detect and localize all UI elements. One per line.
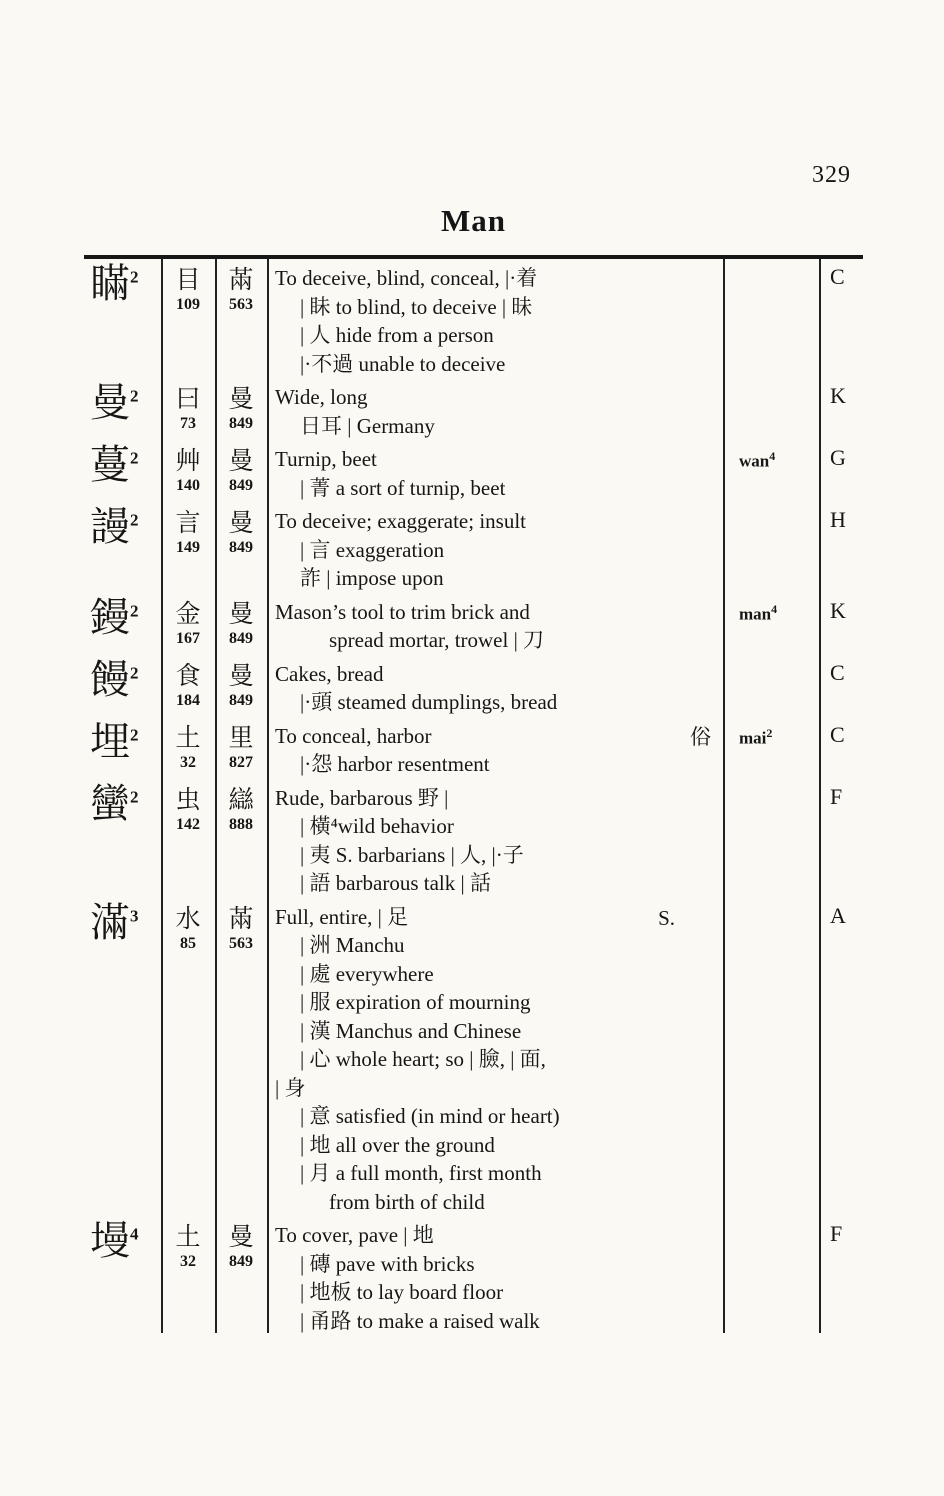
definition-line: To deceive, blind, conceal, |·着: [275, 266, 538, 290]
headword: 埋: [90, 718, 130, 764]
headword: 滿: [90, 899, 130, 945]
pronunciation-cell: [723, 1219, 819, 1338]
phonetic-cell: [215, 1219, 267, 1338]
radical-character: 言: [175, 510, 201, 537]
radical-cell: [161, 505, 215, 596]
phonetic-number: 849: [229, 629, 253, 647]
phonetic-number: 849: [229, 539, 253, 556]
grade-letter: H: [830, 507, 846, 532]
radical-number: 184: [176, 691, 200, 709]
definition-cell: [267, 1219, 723, 1338]
radical-cell: [161, 262, 215, 381]
definition-cell: [267, 596, 723, 658]
radical-number: 32: [180, 753, 196, 771]
headword-cell: [84, 381, 161, 443]
definition-line: | 漢 Manchus and Chinese: [300, 1018, 522, 1043]
page-number: 329: [812, 162, 851, 188]
phonetic-character: 曼: [228, 510, 254, 537]
definition-line: | 眛 to blind, to deceive | 昧: [300, 294, 533, 319]
grade-cell: [819, 505, 863, 596]
headword-tone-number: 3: [130, 906, 139, 926]
grade-letter: C: [830, 264, 845, 289]
radical-number: 109: [176, 296, 200, 313]
headword-tone-number: 2: [130, 510, 139, 530]
definition-line: | 夷 S. barbarians | 人, |·子: [300, 842, 524, 867]
headword: 蔓: [90, 442, 130, 487]
phonetic-number: 849: [229, 477, 253, 494]
headword-cell: [84, 720, 161, 782]
radical-cell: [161, 596, 215, 658]
headword-tone-number: 2: [130, 386, 139, 406]
headword-cell: [84, 1219, 161, 1338]
pronunciation-cell: [723, 782, 819, 901]
phonetic-character: 㒼: [228, 905, 254, 933]
radical-number: 149: [176, 539, 200, 556]
pronunciation-tone: 2: [766, 725, 773, 740]
phonetic-character: 曼: [228, 448, 254, 475]
phonetic-character: 䜌: [228, 786, 254, 814]
phonetic-character: 里: [228, 724, 254, 752]
headword-tone-number: 2: [130, 601, 139, 621]
usage-note: 俗: [690, 724, 711, 749]
radical-character: 水: [175, 905, 201, 933]
pronunciation-cell: [723, 262, 819, 381]
pronunciation-cell: [723, 658, 819, 720]
definition-line: | 月 a full month, first month: [300, 1161, 542, 1185]
definition-line: Cakes, bread: [275, 661, 384, 686]
pronunciation-cell: [723, 381, 819, 443]
dictionary-table: [84, 262, 863, 1338]
definition-cell: [267, 443, 723, 505]
definition-line: | 磚 pave with bricks: [300, 1251, 475, 1276]
headword-tone-number: 2: [130, 448, 139, 468]
headword-cell: [84, 658, 161, 720]
headword-tone-number: 4: [130, 1224, 139, 1244]
phonetic-number: 827: [229, 753, 253, 771]
definition-line: | 地板 to lay board floor: [300, 1280, 504, 1304]
grade-cell: [819, 596, 863, 658]
radical-cell: [161, 443, 215, 505]
phonetic-character: 曼: [228, 386, 254, 413]
grade-cell: [819, 901, 863, 1220]
phonetic-character: 㒼: [228, 267, 254, 294]
title-rule: [84, 255, 863, 259]
radical-cell: [161, 901, 215, 1220]
radical-character: 曰: [175, 386, 201, 413]
definition-line: |·頭 steamed dumplings, bread: [300, 690, 558, 714]
phonetic-number: 888: [229, 815, 253, 833]
phonetic-character: 曼: [228, 1224, 254, 1251]
pronunciation-cell: [723, 720, 819, 782]
definition-line: Full, entire, | 足: [275, 904, 409, 929]
phonetic-number: 849: [229, 691, 253, 709]
definition-line: |·怨 harbor resentment: [300, 752, 490, 776]
radical-cell: [161, 381, 215, 443]
grade-letter: G: [830, 445, 846, 470]
headword: 曼: [90, 380, 130, 425]
pronunciation-tone: 4: [771, 601, 778, 616]
phonetic-cell: [215, 782, 267, 901]
phonetic-cell: [215, 720, 267, 782]
radical-number: 85: [180, 934, 196, 952]
phonetic-cell: [215, 505, 267, 596]
grade-letter: C: [830, 721, 845, 747]
section-title: Man: [441, 203, 506, 238]
definition-cell: [267, 720, 723, 782]
radical-number: 167: [176, 629, 200, 647]
definition-line: | 菁 a sort of turnip, beet: [300, 475, 506, 500]
grade-letter: K: [830, 383, 846, 408]
radical-character: 食: [175, 662, 201, 690]
phonetic-character: 曼: [228, 600, 254, 628]
pronunciation: wan: [739, 451, 770, 471]
definition-line: Turnip, beet: [275, 447, 377, 471]
phonetic-cell: [215, 596, 267, 658]
radical-number: 73: [180, 415, 196, 432]
definition-cell: [267, 901, 723, 1220]
radical-character: 艸: [175, 448, 201, 475]
definition-line: To cover, pave | 地: [275, 1223, 434, 1247]
headword-cell: [84, 505, 161, 596]
definition-line: | 人 hide from a person: [300, 323, 494, 347]
definition-line: Rude, barbarous 野 |: [275, 785, 449, 810]
radical-number: 142: [176, 815, 200, 833]
definition-line: | 身: [275, 1075, 306, 1100]
definition-cell: [267, 505, 723, 596]
headword-tone-number: 2: [130, 267, 139, 287]
radical-character: 土: [175, 1224, 201, 1251]
pronunciation-cell: [723, 596, 819, 658]
headword: 蠻: [90, 780, 130, 826]
pronunciation: man: [739, 604, 772, 624]
radical-cell: [161, 1219, 215, 1338]
phonetic-cell: [215, 443, 267, 505]
pronunciation-tone: 4: [769, 449, 776, 463]
grade-cell: [819, 720, 863, 782]
definition-line: | 心 whole heart; so | 臉, | 面,: [300, 1047, 546, 1071]
radical-character: 虫: [175, 786, 201, 814]
grade-cell: [819, 381, 863, 443]
definition-line: To deceive; exaggerate; insult: [275, 509, 527, 533]
headword-cell: [84, 262, 161, 381]
grade-cell: [819, 658, 863, 720]
radical-number: 32: [180, 1253, 196, 1270]
phonetic-number: 849: [229, 415, 253, 432]
radical-cell: [161, 782, 215, 901]
headword: 鏝: [90, 594, 130, 640]
headword-cell: [84, 596, 161, 658]
headword-cell: [84, 443, 161, 505]
grade-cell: [819, 262, 863, 381]
phonetic-number: 849: [229, 1253, 253, 1270]
phonetic-character: 曼: [228, 662, 254, 690]
phonetic-cell: [215, 658, 267, 720]
headword-cell: [84, 901, 161, 1220]
definition-cell: [267, 658, 723, 720]
phonetic-cell: [215, 262, 267, 381]
grade-letter: K: [830, 597, 846, 623]
pronunciation-cell: [723, 901, 819, 1220]
definition-line: | 處 everywhere: [300, 961, 434, 986]
radical-number: 140: [176, 477, 200, 494]
headword: 謾: [90, 504, 130, 549]
definition-line: | 言 exaggeration: [300, 537, 445, 562]
headword: 墁: [90, 1218, 130, 1263]
radical-character: 土: [175, 724, 201, 752]
radical-cell: [161, 720, 215, 782]
grade-letter: A: [830, 902, 846, 928]
grade-letter: F: [830, 783, 843, 809]
pronunciation-cell: [723, 505, 819, 596]
pronunciation-cell: [723, 443, 819, 505]
grade-letter: F: [830, 1221, 843, 1246]
definition-line: | 服 expiration of mourning: [300, 990, 531, 1014]
definition-line: | 橫⁴wild behavior: [300, 814, 454, 838]
headword: 瞞: [90, 261, 130, 306]
definition-cell: [267, 381, 723, 443]
definition-line: | 意 satisfied (in mind or heart): [300, 1104, 560, 1128]
definition-line: from birth of child: [329, 1189, 485, 1214]
grade-cell: [819, 443, 863, 505]
radical-character: 目: [175, 267, 201, 294]
pronunciation: mai: [739, 728, 767, 748]
radical-cell: [161, 658, 215, 720]
headword-tone-number: 2: [130, 725, 139, 745]
definition-line: spread mortar, trowel | 刀: [329, 628, 545, 652]
definition-cell: [267, 782, 723, 901]
definition-line: |·不過 unable to deceive: [300, 351, 506, 376]
definition-line: Wide, long: [275, 385, 368, 409]
headword: 饅: [90, 656, 130, 702]
headword-tone-number: 2: [130, 663, 139, 683]
definition-line: | 洲 Manchu: [300, 933, 405, 957]
phonetic-cell: [215, 901, 267, 1220]
phonetic-number: 563: [229, 296, 253, 313]
usage-note: S.: [658, 905, 675, 930]
phonetic-cell: [215, 381, 267, 443]
phonetic-number: 563: [229, 934, 253, 952]
definition-line: | 語 barbarous talk | 話: [300, 871, 491, 895]
headword-tone-number: 2: [130, 787, 139, 807]
definition-cell: [267, 262, 723, 381]
definition-line: 詐 | impose upon: [300, 566, 444, 590]
headword-cell: [84, 782, 161, 901]
definition-line: | 地 all over the ground: [300, 1132, 495, 1157]
definition-line: 日耳 | Germany: [300, 413, 435, 438]
grade-cell: [819, 782, 863, 901]
grade-letter: C: [830, 659, 845, 685]
definition-line: | 甬路 to make a raised walk: [300, 1308, 540, 1333]
definition-line: Mason’s tool to trim brick and: [275, 599, 530, 624]
definition-line: To conceal, harbor: [275, 723, 432, 748]
grade-cell: [819, 1219, 863, 1338]
radical-character: 金: [175, 600, 201, 628]
